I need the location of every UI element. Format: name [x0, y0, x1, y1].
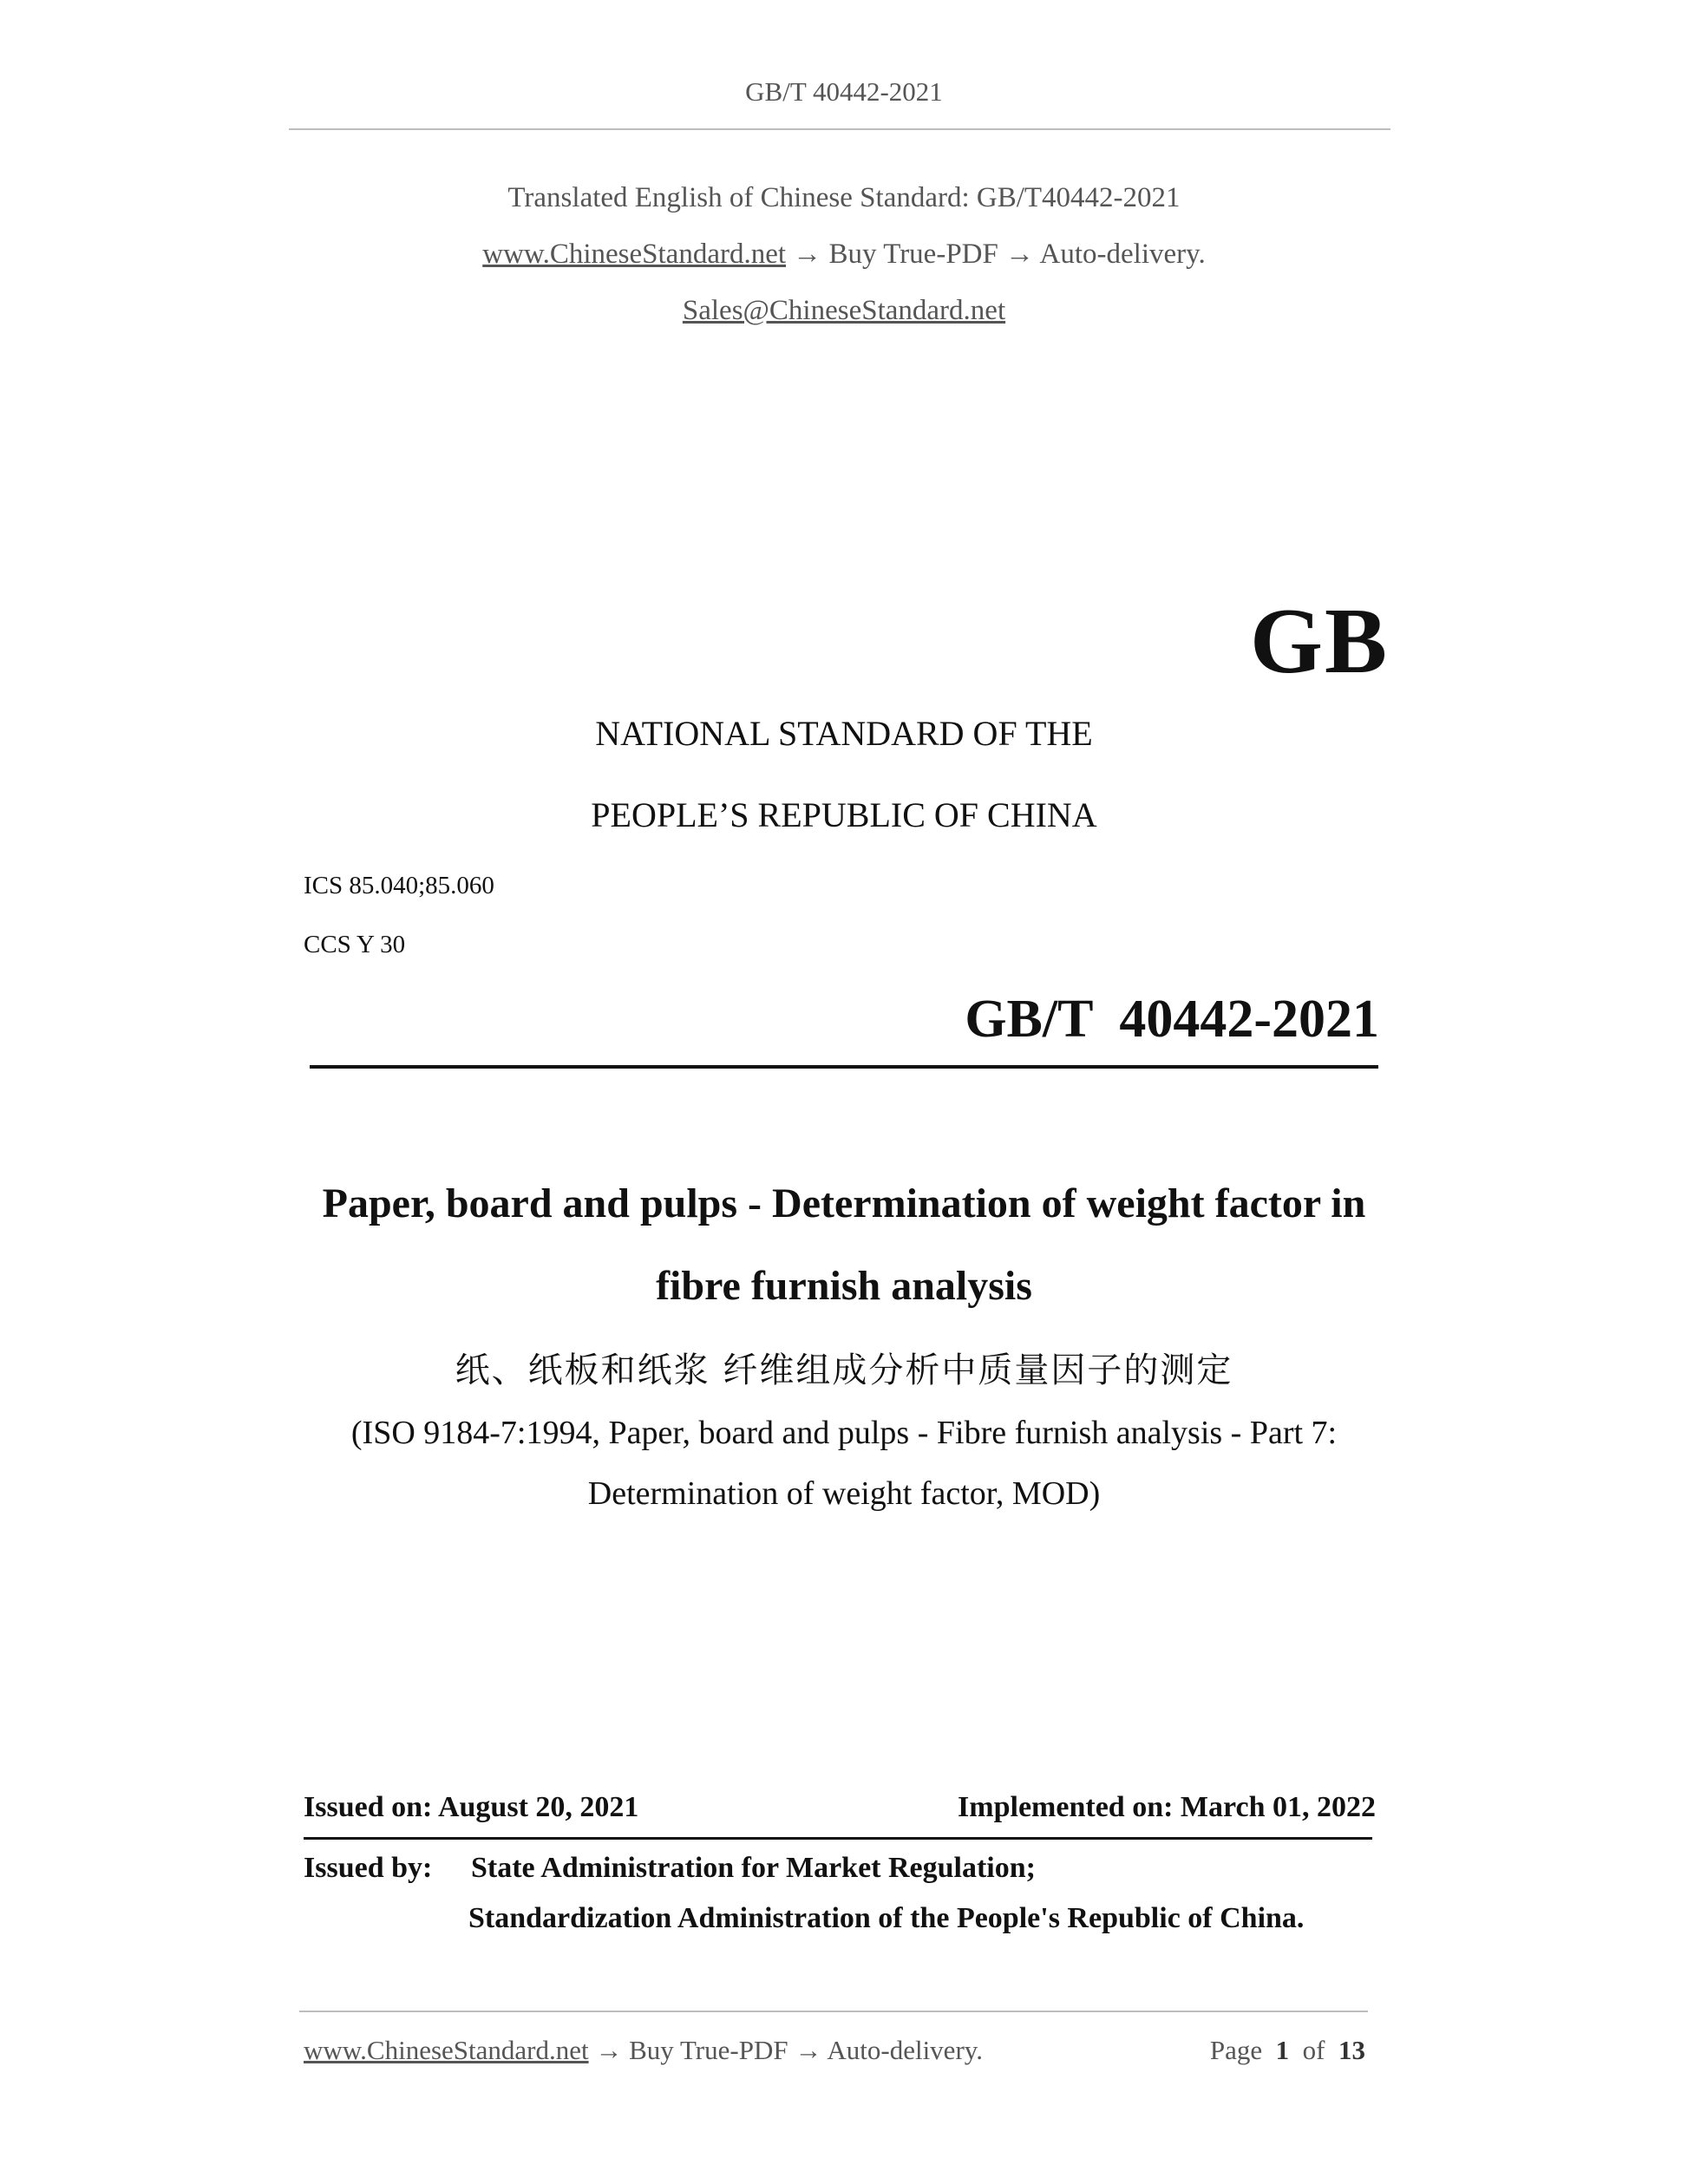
site-link[interactable]: www.ChineseStandard.net: [482, 239, 787, 270]
national-standard-line-2: PEOPLE’S REPUBLIC OF CHINA: [591, 795, 1097, 834]
iso-reference-line-1: (ISO 9184-7:1994, Paper, board and pulps - Fibre furnish analysis - Part 7:: [350, 1415, 1338, 1451]
dates-rule: [304, 1837, 1372, 1840]
iso-reference-line-2: Determination of weight factor, MOD): [587, 1475, 1101, 1512]
english-title-line-2: fibre furnish analysis: [656, 1263, 1032, 1309]
issuer-line-1: State Administration for Market Regulation;: [471, 1852, 1036, 1884]
page-word: Page: [1209, 2035, 1263, 2065]
implemented-on-date: Implemented on: March 01, 2022: [958, 1791, 1376, 1823]
footer-divider: [299, 2011, 1368, 2012]
english-title-line-1: Paper, board and pulps - Determination of weight factor in: [322, 1180, 1366, 1226]
running-header: GB/T 40442-2021: [745, 76, 943, 107]
national-standard-line-1: NATIONAL STANDARD OF THE: [595, 714, 1093, 753]
page-number: 1: [1275, 2035, 1290, 2065]
page-indicator: [1210, 2035, 1365, 2066]
gb-mark: GB: [1249, 590, 1389, 693]
standard-number-rule: [310, 1065, 1378, 1069]
header-divider: [289, 128, 1390, 130]
translated-notice: Translated English of Chinese Standard: GB/T40442-2021: [507, 182, 1181, 213]
buy-text: → Buy True-PDF → Auto-delivery.: [786, 239, 1206, 270]
ics-code: ICS 85.040;85.060: [304, 872, 494, 899]
page-total: 13: [1338, 2035, 1365, 2065]
ccs-code: CCS Y 30: [304, 931, 406, 958]
chinese-title: 纸、纸板和纸浆 纤维组成分析中质量因子的测定: [455, 1350, 1233, 1390]
footer-buy-text: → Buy True-PDF → Auto-delivery.: [588, 2035, 983, 2065]
buy-notice: [0, 239, 1688, 271]
footer-notice: [304, 2035, 983, 2066]
issued-by-label: Issued by:: [304, 1852, 433, 1884]
standard-number: GB/T 40442-2021: [965, 990, 1379, 1049]
issued-on-date: Issued on: August 20, 2021: [304, 1791, 639, 1823]
sales-notice: [0, 295, 1688, 327]
footer-site-link[interactable]: www.ChineseStandard.net: [304, 2035, 589, 2065]
sales-email-link[interactable]: Sales@ChineseStandard.net: [682, 295, 1006, 326]
issuer-line-2: Standardization Administration of the People's Republic of China.: [468, 1902, 1305, 1934]
of-word: of: [1302, 2035, 1325, 2065]
